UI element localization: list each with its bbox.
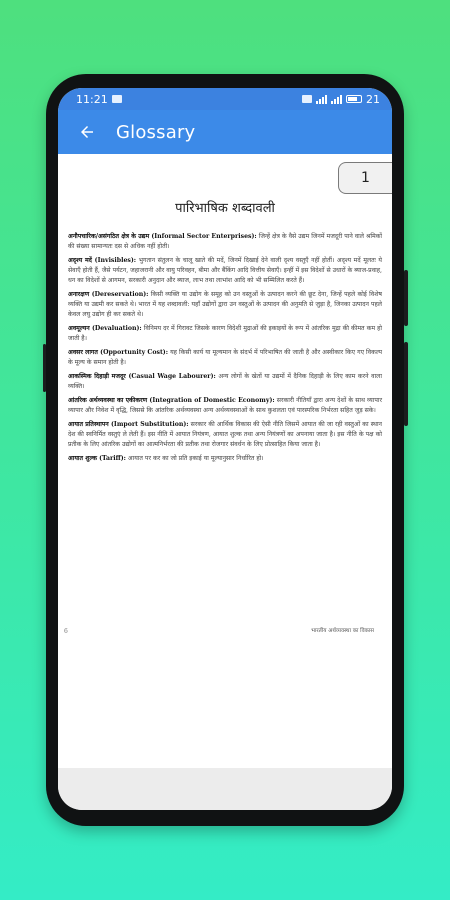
glossary-entry	[68, 396, 382, 416]
entry-term: अनौपचारिक/असंगठित क्षेत्र के उद्यम (Informal Sector Enterprises):	[68, 233, 257, 240]
side-button	[43, 344, 46, 392]
document-title: पारिभाषिक शब्दावली	[175, 201, 275, 216]
entry-term: आंतरिक अर्थव्यवस्था का एकीकरण (Integration of Domestic Economy):	[68, 397, 275, 404]
entry-text: जिन्हें क्षेत्र के वैसे उद्यम जिनमें मजदूरी पाने वाले श्रमिकों की संख्या सामान्यतः दस से अधिक नहीं होती।	[68, 233, 382, 250]
entry-text: यह किसी कार्य या मूल्यमान के संदर्भ में परिभाषित की जाती है और अस्वीकार किए गए विकल्प के मूल्य के समान होती है।	[68, 349, 383, 366]
page-number-badge: 1	[338, 162, 392, 194]
entry-text: भुगतान संतुलन के चालू खाते की मदें, जिनमें दिखाई देने वाली दृश्य वस्तुएँ नहीं होतीं। अदृश्य मदें मूलतः ये सेवाएँ होती हैं, जैसे पर्यटन, जहाजरानी और वायु परिवहन, बीमा और बैंकिंग आदि वित्तीय सेवाएँ। इन्हीं में इस विदेशों से उधारों के ब्याज-प्रवाह, धन का विदेशों से आगमन, सरकारी अनुदान और ब्याज, लाभ तथा लाभांश आदि को भी सम्मिलित करते हैं।	[68, 257, 383, 284]
entry-term: अदृश्य मदें (Invisibles):	[68, 257, 137, 264]
vpn-icon	[302, 95, 312, 103]
signal-icon-2	[331, 95, 342, 104]
glossary-entry	[68, 372, 382, 392]
glossary-entry	[68, 256, 382, 286]
document-viewer[interactable]	[58, 154, 392, 810]
glossary-entry	[68, 348, 382, 368]
entry-term: अवमूल्यन (Devaluation):	[68, 325, 142, 332]
entry-term: आयात प्रतिस्थापन (Import Substitution):	[68, 421, 189, 428]
entry-text: अन्य लोगों के खेतों या उद्यमों में दैनिक दिहाड़ी के लिए काम करने वाला व्यक्ति।	[68, 373, 382, 390]
entry-term: आयात शुल्क (Tariff):	[68, 455, 126, 462]
glossary-entry	[68, 454, 382, 464]
app-bar	[58, 110, 392, 154]
power-button	[404, 342, 408, 426]
status-time: 11:21	[76, 92, 108, 106]
glossary-entry	[68, 232, 382, 252]
glossary-entry	[68, 290, 382, 320]
image-notification-icon	[112, 95, 122, 103]
glossary-entries	[68, 232, 382, 468]
arrow-left-icon	[78, 123, 96, 141]
entry-text: किसी व्यक्ति या उद्योग के समूह को उन वस्तुओं के उत्पादन करने की छूट देना, जिन्हें पहले कोई विशेष व्यक्ति या उद्यमी कर सकते थे। भारत में यह शब्दावली: यहाँ उद्योगों द्वारा उन वस्तुओं के उत्पादन की अनुमति से जुड़ा है, जिनका उत्पादन पहले केवल लघु उद्योग ही कर सकते थे।	[68, 291, 382, 318]
app-title: Glossary	[116, 121, 196, 143]
signal-icon	[316, 95, 327, 104]
entry-text: सरकारी नीतियाँ द्वारा अन्य देशों के साथ व्यापार व्यापार और निवेश में वृद्धि, जिससे कि आंतरिक अर्थव्यवस्था अन्य अर्थव्यवस्थाओं के साथ कुशलता एवं पारस्परिक निर्भरता सहित जुड़ सके।	[68, 397, 382, 414]
document-page	[58, 154, 392, 768]
entry-text: सरकार की आर्थिक विकास की ऐसी नीति जिसमें आयात की जा रही वस्तुओं का स्थान देश की स्वनिर्मित वस्तुएं ले लेती हैं। इस नीति में आयात नियंत्रण, आयात शुल्क तथा अन्य नियंत्रणों का अपनाया जाता है। इस नीति के पक्ष को प्रतीक के लिए आंतरिक उद्योगों का आत्मनिर्भरता की प्रतीक तथा रोजगार संवर्धन के लिए प्रोत्साहित किया जाता है।	[68, 421, 382, 448]
page-mark: 6	[64, 628, 68, 635]
status-bar	[58, 88, 392, 110]
back-button[interactable]	[72, 117, 102, 147]
entry-text: विनिमय दर में गिरावट जिसके कारण विदेशी मुद्राओं की इकाइयों के रूप में आंतरिक मुद्रा की कीमत कम हो जाती है।	[68, 325, 382, 342]
phone-screen	[58, 88, 392, 810]
entry-text: आयात पर कर का जो प्रति इकाई या मूल्यानुसार निर्धारित हो।	[127, 455, 264, 462]
glossary-entry	[68, 324, 382, 344]
battery-icon	[346, 95, 362, 103]
book-footer: भारतीय अर्थव्यवस्था का विकास	[311, 628, 374, 634]
volume-button	[404, 270, 408, 326]
entry-term: अवसर लागत (Opportunity Cost):	[68, 349, 169, 356]
phone-frame	[46, 74, 404, 826]
entry-term: आकस्मिक दिहाड़ी मजदूर (Casual Wage Labourer):	[68, 373, 216, 380]
glossary-entry	[68, 420, 382, 450]
entry-term: अनारक्षण (Dereservation):	[68, 291, 149, 298]
battery-level: 21	[366, 92, 380, 106]
